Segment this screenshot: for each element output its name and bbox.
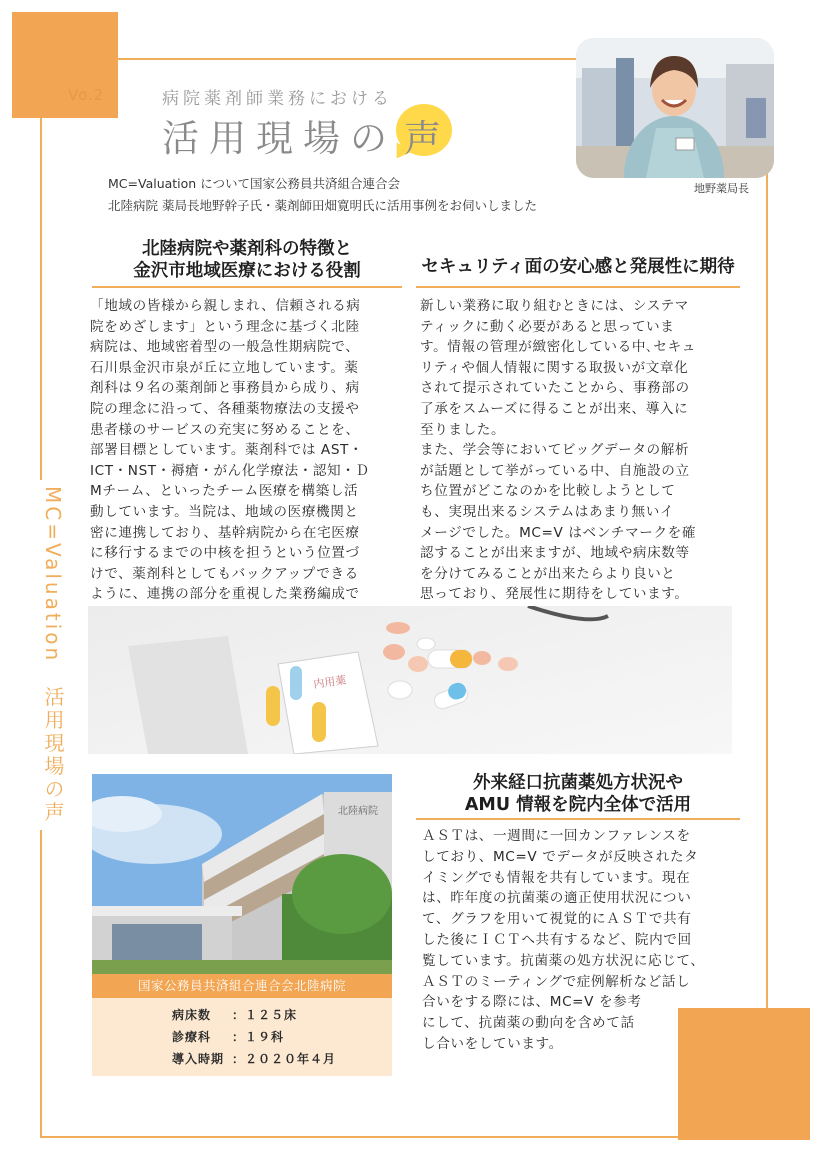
text-line: リティや個人情報に関する取扱いが文章化 bbox=[420, 359, 689, 376]
text-line: 部署目標としています。薬剤科では AST・ bbox=[90, 442, 364, 459]
text-line: ティックに動く必要があると思っていま bbox=[420, 318, 675, 335]
text-line: は、昨年度の抗菌薬の適正使用状況につい bbox=[422, 890, 692, 907]
page-title-koe: 声 bbox=[404, 117, 441, 160]
stat-intro-date-value: ：２０２０年４月 bbox=[232, 1052, 337, 1066]
intro-line-1: MC=Valuation について国家公務員共済組合連合会 bbox=[108, 176, 400, 191]
text-line: 「地域の皆様から親しまれ、信頼される病 bbox=[90, 298, 361, 314]
text-line: メージでした。MC=V はベンチマークを確 bbox=[420, 524, 697, 541]
left-heading-rule bbox=[92, 286, 402, 288]
stat-departments bbox=[172, 1028, 284, 1045]
text-line: 了承をスムーズに得ることが出来、導入に bbox=[420, 400, 689, 417]
right-heading-rule bbox=[416, 286, 740, 288]
stat-beds-value: ：１２５床 bbox=[232, 1008, 298, 1022]
left-heading-line-1: 北陸病院や薬剤科の特徴と bbox=[142, 239, 352, 259]
text-line: 合いをする際には、MC=V を参考 bbox=[422, 994, 642, 1011]
text-line: 思っており、発展性に期待をしています。 bbox=[420, 586, 689, 603]
title-subtitle: 病院薬剤師業務における bbox=[162, 89, 393, 109]
text-line: 石川県金沢市泉が丘に立地しています。薬 bbox=[90, 359, 359, 376]
text-line: 剤科は９名の薬剤師と事務員から成り、病 bbox=[90, 380, 360, 397]
stat-departments-label: 診療科 bbox=[172, 1030, 212, 1044]
text-line: また、学会等においてビッグデータの解析 bbox=[420, 442, 690, 459]
bottom-section-body bbox=[422, 826, 744, 1055]
intro-line-2: 北陸病院 薬局長地野幹子氏・薬剤師田畑寛明氏に活用事例をお伺いしました bbox=[108, 198, 537, 213]
left-section-heading bbox=[92, 238, 402, 282]
frame-line-bottom bbox=[40, 1136, 680, 1138]
portrait-photo bbox=[576, 38, 774, 178]
text-line: した後にＩＣＴへ共有するなど、院内で回 bbox=[422, 931, 692, 948]
page-title: 活用現場の bbox=[162, 117, 397, 160]
text-line: を分けてみることが出来たらより良いと bbox=[420, 565, 676, 582]
text-line: ように、連携の部分を重視した業務編成で bbox=[90, 586, 360, 603]
text-line: に移行するまでの中核を担うという位置づ bbox=[90, 545, 360, 562]
text-line: が話題として挙がっている中、自施設の立 bbox=[420, 462, 690, 479]
volume-label: Vo.2 bbox=[68, 86, 105, 104]
stat-intro-date-label: 導入時期 bbox=[172, 1052, 225, 1066]
text-line: Mチーム、といったチーム医療を構築し活 bbox=[90, 483, 359, 500]
text-line: ICT・NST・褥瘡・がん化学療法・認知・Ｄ bbox=[90, 462, 370, 479]
hospital-name: 国家公務員共済組合連合会北陸病院 bbox=[92, 974, 392, 998]
text-line: イミングでも情報を共有しています。現在 bbox=[422, 869, 691, 886]
text-line: 新しい業務に取り組むときには、システマ bbox=[420, 298, 689, 314]
text-line: 至りました。 bbox=[420, 421, 506, 438]
text-line: ＡＳＴは、一週間に一回カンファレンスを bbox=[422, 828, 691, 844]
stat-departments-value: ：１９科 bbox=[232, 1030, 285, 1044]
text-line: 認することが出来ますが、地域や病床数等 bbox=[420, 545, 690, 562]
text-line: 病院は、地域密着型の一般急性期病院で、 bbox=[90, 339, 360, 356]
text-line: されて提示されていたことから、事務部の bbox=[420, 380, 690, 397]
stat-beds-label: 病床数 bbox=[172, 1008, 212, 1022]
bottom-heading-rule bbox=[416, 818, 740, 820]
text-line: 動しています。当院は、地域の医療機関と bbox=[90, 503, 359, 520]
hospital-sign: 北陸病院 bbox=[338, 806, 378, 817]
bottom-heading-line-1: 外来経口抗菌薬処方状況や bbox=[473, 773, 683, 793]
left-section-body bbox=[90, 296, 402, 626]
text-line: 院をめざします」という理念に基づく北陸 bbox=[90, 318, 360, 335]
text-line: て、グラフを用いて視覚的にＡＳＴで共有 bbox=[422, 911, 692, 928]
stat-intro-date bbox=[172, 1050, 336, 1067]
text-line: けで、薬剤科としてもバックアップできる bbox=[90, 565, 359, 582]
text-line: 院の理念に沿って、各種薬物療法の支援や bbox=[90, 400, 360, 417]
left-heading-line-2: 金沢市地域医療における役割 bbox=[133, 261, 361, 281]
stat-beds bbox=[172, 1006, 297, 1023]
text-line: ち位置がどこなのかを比較しようとして bbox=[420, 483, 676, 500]
text-line: も、実現出来るシステムはあまり無いイ bbox=[420, 503, 675, 520]
pill-box-label: 内用薬 bbox=[312, 673, 348, 691]
text-line: 密に連携しており、基幹病院から在宅医療 bbox=[90, 524, 360, 541]
bottom-heading-line-2: AMU 情報を院内全体で活用 bbox=[464, 795, 692, 815]
right-section-body bbox=[420, 296, 740, 605]
side-vertical-label: MC=Valuation 活用現場の声 bbox=[36, 480, 68, 830]
text-line: し合いをしています。 bbox=[422, 1035, 563, 1052]
frame-line-right bbox=[766, 58, 768, 1058]
hospital-photo bbox=[92, 774, 392, 974]
pills-photo bbox=[88, 606, 732, 754]
text-line: ＡＳＴのミーティングで症例解析など話し bbox=[422, 973, 691, 990]
text-line: す。情報の管理が緻密化している中､セキュ bbox=[420, 339, 696, 356]
text-line: にして、抗菌薬の動向を含めて話 bbox=[422, 1015, 635, 1032]
text-line: 患者様のサービスの充実に努めることを、 bbox=[90, 421, 360, 438]
bottom-section-heading bbox=[416, 772, 740, 816]
photo-caption: 地野薬局長 bbox=[694, 182, 749, 195]
right-section-heading: セキュリティ面の安心感と発展性に期待 bbox=[421, 257, 735, 277]
text-line: しており、MC=V でデータが反映されたタ bbox=[422, 848, 699, 865]
text-line: 覧しています。抗菌薬の処方状況に応じて、 bbox=[422, 952, 705, 969]
